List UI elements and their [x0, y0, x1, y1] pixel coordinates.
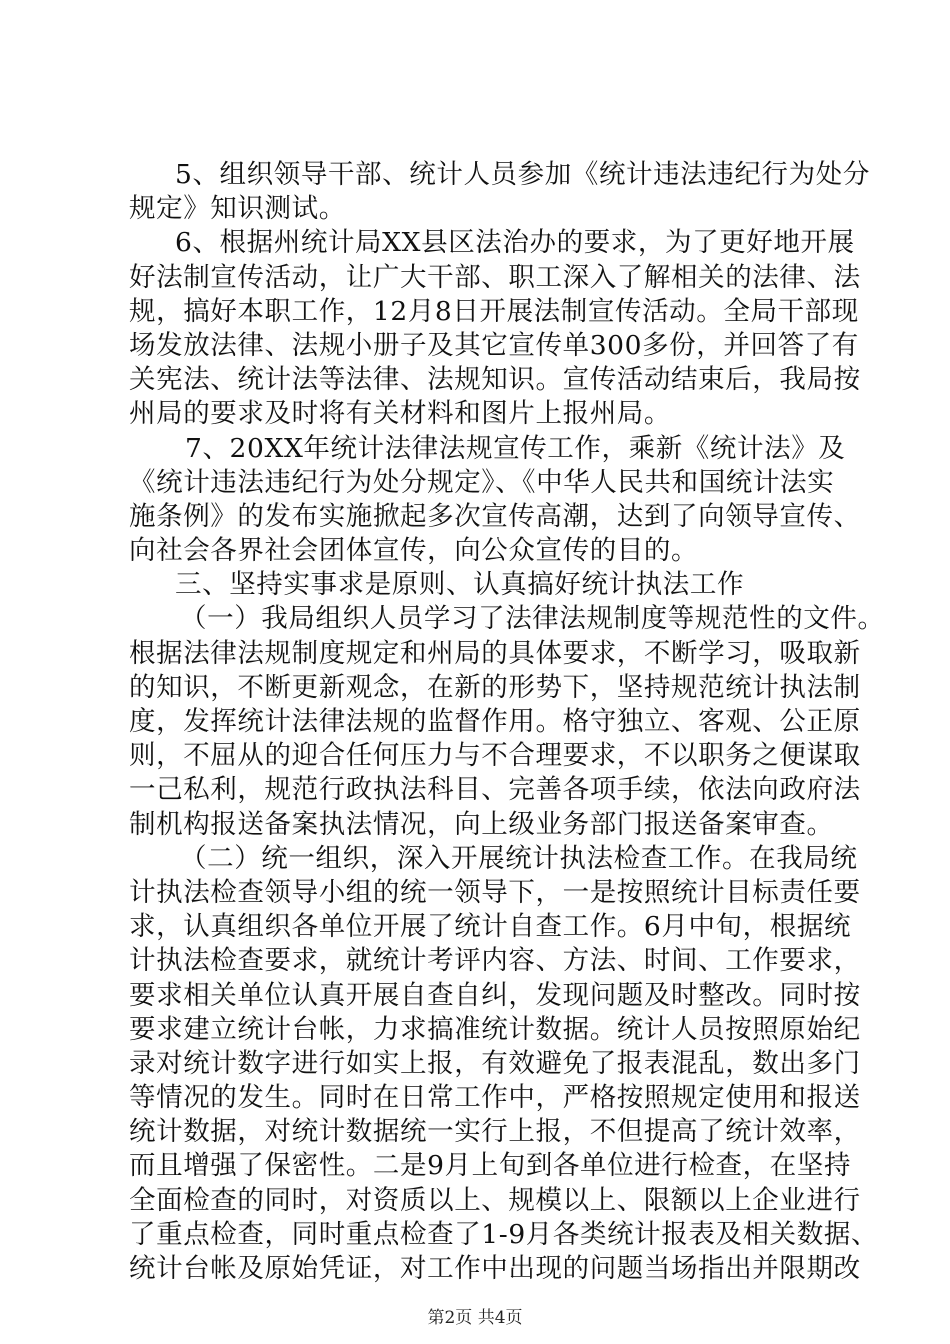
paragraph-line: 计执法检查领导小组的统一领导下，一是按照统计目标责任要: [129, 877, 861, 908]
paragraph-line: 度，发挥统计法律法规的监督作用。格守独立、客观、公正原: [129, 706, 861, 737]
paragraph-line: 《统计违法违纪行为处分规定》、《中华人民共和国统计法实: [129, 467, 835, 498]
paragraph-line: 施条例》的发布实施掀起多次宣传高潮，达到了向领导宣传、: [129, 501, 861, 532]
paragraph-line: 要求相关单位认真开展自查自纠，发现问题及时整改。同时按: [129, 980, 861, 1011]
paragraph-line: 而且增强了保密性。二是9月上旬到各单位进行检查，在坚持: [129, 1150, 852, 1181]
paragraph-line: 7、20XX年统计法律法规宣传工作，乘新《统计法》及: [185, 433, 846, 464]
paragraph-line: 统计数据，对统计数据统一实行上报，不但提高了统计效率，: [129, 1116, 861, 1147]
paragraph-line: 场发放法律、法规小册子及其它宣传单300多份，并回答了有: [129, 330, 859, 361]
paragraph-line: 统计台帐及原始凭证，对工作中出现的问题当场指出并限期改: [129, 1253, 861, 1284]
paragraph-line: 要求建立统计台帐，力求搞准统计数据。统计人员按照原始纪: [129, 1014, 861, 1045]
paragraph-line: 全面检查的同时，对资质以上、规模以上、限额以上企业进行: [129, 1185, 861, 1216]
paragraph-line: 计执法检查要求，就统计考评内容、方法、时间、工作要求，: [129, 945, 861, 976]
paragraph-line: （一）我局组织人员学习了法律法规制度等规范性的文件。: [180, 603, 885, 634]
paragraph-line: 规，搞好本职工作，12月8日开展法制宣传活动。全局干部现: [129, 296, 859, 327]
paragraph-line: 等情况的发生。同时在日常工作中，严格按照规定使用和报送: [129, 1082, 861, 1113]
paragraph-line: 好法制宣传活动，让广大干部、职工深入了解相关的法律、法: [129, 262, 861, 293]
paragraph-line: 一己私利，规范行政执法科目、完善各项手续，依法向政府法: [129, 774, 861, 805]
section-heading: 三、坚持实事求是原则、认真搞好统计执法工作: [175, 569, 745, 600]
paragraph-line: 根据法律法规制度规定和州局的具体要求，不断学习，吸取新: [129, 638, 861, 669]
paragraph-line: （二）统一组织，深入开展统计执法检查工作。在我局统: [180, 843, 858, 874]
paragraph-line: 则，不屈从的迎合任何压力与不合理要求，不以职务之便谋取: [129, 740, 861, 771]
paragraph-line: 求，认真组织各单位开展了统计自查工作。6月中旬，根据统: [129, 911, 852, 942]
paragraph-line: 规定》知识测试。: [129, 193, 346, 224]
paragraph-line: 向社会各界社会团体宣传，向公众宣传的目的。: [129, 535, 699, 566]
paragraph-line: 6、根据州统计局XX县区法治办的要求，为了更好地开展: [175, 227, 855, 258]
paragraph-line: 了重点检查，同时重点检查了1-9月各类统计报表及相关数据、: [129, 1219, 879, 1250]
page-number-footer: 第2页 共4页: [427, 1308, 523, 1328]
paragraph-line: 制机构报送备案执法情况，向上级业务部门报送备案审查。: [129, 809, 834, 840]
paragraph-line: 州局的要求及时将有关材料和图片上报州局。: [129, 398, 671, 429]
paragraph-line: 5、组织领导干部、统计人员参加《统计违法违纪行为处分: [175, 159, 870, 190]
paragraph-line: 录对统计数字进行如实上报，有效避免了报表混乱，数出多门: [129, 1048, 861, 1079]
paragraph-line: 的知识，不断更新观念，在新的形势下，坚持规范统计执法制: [129, 672, 861, 703]
paragraph-line: 关宪法、统计法等法律、法规知识。宣传活动结束后，我局按: [129, 364, 861, 395]
